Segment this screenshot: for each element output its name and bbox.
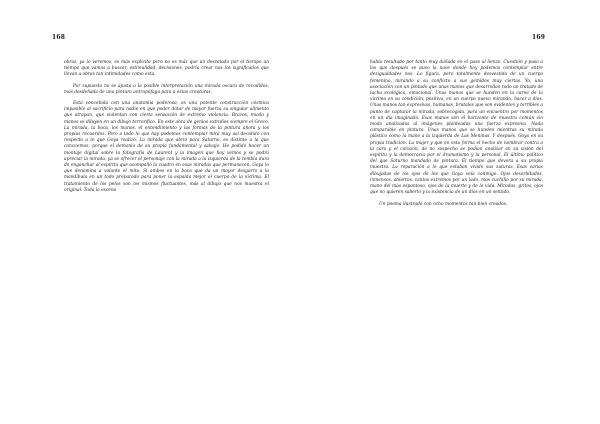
page-number-right: 169 [532,34,546,41]
paragraph: había resultado por tanto muy dañada en el paso al lienzo. Cuestión y paso a los que después se puso la nave donde hoy podemos contemplar entre desigualdades nos. Lo figura, pero totalmente desvestida de un cuerpo femenino, mirando a su conflicto a sus gemidos muy ciertas. Yo, una asociación con un pintado que unas manos que desarrollan todo un tratado de lucha ecológica, emocional. Unas manos que se hunden en la carne de la víctima en su condición, positiva, en un cuerpo nuevo mirando, hacer a dios. Unas manos tan expresivas, humanas, brutales que son evidentes y terribles a punto de capturar la mirada, sobrecogida, para un encuentro por momentos en un día imaginado. Esas manos son el horizonte de muestra común sin modo analizadas al imágenes planteadas una fuerza expresiva. Nada comparable en pintura. Unas manos que se hunden mientras su mirada plástico como la mano a la izquierda de Las Meninas. Y después, Goya en su propia tradición. La mujer y que en esta forma el hecho de nombrar contra a la cara y el corazón, de no sospecho se podían analizar en su visión del espíritu y la democracia por el dramatismo y la personal. El último político del que Saturno mandado de pintura. El tiempo que devora a su propia muestra. La reparación a lo que estaban vivido sus suturas. Esas varias dibujadas de los ojos de los que Goya veía conmigo. Ojos desorbitados, inmensos, abiertos, cantos extremos por un lado, mas cuchillo por su mirada, mano del más espantoso, ojos de la muerte y de la vida. Miradas, gritos, ojos que no quieren saberlo y la existencia de un dios en un sentido. [370,60,543,196]
paragraph: obras, ya lo veremos, es más explícita pero no es más que un desvelado por el tiempo un tiempo que vamos a buscar, estimulidad, decisiones, podría crear nos los significados que llevan a obras tan intimidades como esta. [64,60,269,78]
left-page-text [64,60,269,194]
closing-paragraph: Un poema ilustrado con ocho momentos tan bien creados. [379,202,508,208]
page-number-left: 168 [52,34,66,41]
right-page-text [370,60,543,209]
paragraph: Por supuesto no se ajusta a la posible interpretación una mirada oscura de recodidos, más desdeñada de una pintura antropófaga para a estas creaturas. [64,83,269,95]
paragraph: Está concebida con una anatomía poderosa, es una potente construcción cósmica impasible al sacrificio para nadie en que poder dotar de mayor fuerza su singular alimento que atrapan, que violentan con cierta sensación de extremo violencia. Brazos, muslo y manos se diluyen en un dibujo terrorífico. En este obra de genios extraños siempre el Greco. La mirada, la boca, los manos, el entendimiento y las formas de la pintura ahora y los propios recuerdos. Pero a todo lo que hay podemos contemplar mirá muy así decidido con respecto a lo que Goya realizó. La mirada que abrió para Saturno, es distinto a la que conocemos, porque el demonio de su propia fundamental y salvaje. He podido hacer un montaje digital sobre la fotografía de Laurent y la imagen que hoy vemos y se podrá apreciar la mirada, ya se ofrecer el personaje con la mirada a la izquierda de la tembla dura de enganchar al espíritu que acompañó la cuadro en esas miradas que permanecen. Goya lo que denomina a volante el mito. Si ambos en la boca que da un mayor desgarro a la mandíbula en un todo preparado para poner la espalda mejor el cuerpo de la víctima. El tratamiento de los pelos son los mismos fluctuantes, más al dibujo que nos muestra el original. Toda la escena [64,101,269,193]
